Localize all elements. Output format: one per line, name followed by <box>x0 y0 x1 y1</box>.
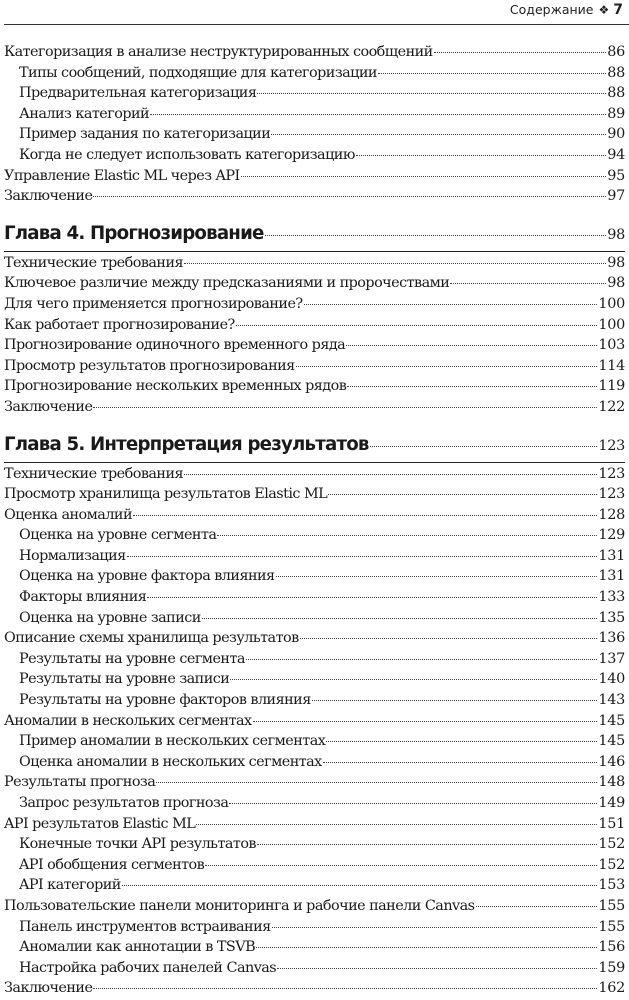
toc-entry[interactable] <box>0 649 627 670</box>
toc-entry-page: 94 <box>607 146 625 163</box>
toc-entry-page: 129 <box>598 527 625 544</box>
toc-entry[interactable] <box>0 834 627 855</box>
toc-entry-title: Оценка на уровне сегмента <box>19 527 217 544</box>
toc-entry-title: Пример задания по категоризации <box>19 126 271 143</box>
toc-entry-page: 131 <box>598 547 625 564</box>
toc-entry[interactable] <box>0 335 627 356</box>
toc-entry-title: Пользовательские панели мониторинга и рабочие панели Canvas <box>4 897 475 914</box>
dot-leader <box>326 741 597 742</box>
toc-entry[interactable] <box>0 731 627 752</box>
dot-leader <box>356 155 606 156</box>
dot-leader <box>434 52 606 53</box>
toc-entry-title: Результаты на уровне факторов влияния <box>19 692 311 709</box>
toc-chapter-heading[interactable] <box>0 219 627 253</box>
toc-entry-title: API категорий <box>19 877 121 894</box>
toc-entry[interactable] <box>0 253 627 274</box>
toc-entry-page: 123 <box>598 437 625 454</box>
toc-entry-title: Нормализация <box>19 547 126 564</box>
toc-entry[interactable] <box>0 546 627 567</box>
dot-leader <box>312 700 598 701</box>
toc-entry-page: 133 <box>598 589 625 606</box>
dot-leader <box>217 535 597 536</box>
toc-entry[interactable] <box>0 315 627 336</box>
toc-entry-page: 156 <box>598 939 625 956</box>
toc-entry-title: API результатов Elastic ML <box>4 815 196 832</box>
toc-entry[interactable] <box>0 752 627 773</box>
dot-leader <box>253 721 598 722</box>
toc-entry-page: 98 <box>607 275 625 292</box>
dot-leader <box>156 782 597 783</box>
toc-entry-title: Настройка рабочих панелей Canvas <box>19 959 277 976</box>
toc-entry-title: Технические требования <box>4 465 184 482</box>
toc-entry-title: Заключение <box>4 398 93 415</box>
toc-entry-title: Панель инструментов встраивания <box>19 918 271 935</box>
toc-entry-page: 114 <box>598 357 625 374</box>
toc-entry-title: Для чего применяется прогнозирование? <box>4 295 303 312</box>
dot-leader <box>205 865 597 866</box>
dot-leader <box>300 638 598 639</box>
toc-entry-page: 123 <box>598 465 625 482</box>
dot-leader <box>229 803 597 804</box>
toc-entry-page: 149 <box>598 795 625 811</box>
dot-leader <box>93 196 606 197</box>
toc-entry[interactable] <box>0 464 627 485</box>
table-of-contents <box>0 42 627 999</box>
dot-leader <box>196 824 597 825</box>
toc-entry-page: 123 <box>598 486 625 503</box>
dot-leader <box>476 906 598 907</box>
toc-entry-title: Результаты на уровне записи <box>19 671 230 688</box>
dot-leader <box>304 304 598 305</box>
toc-entry-title: Заключение <box>4 980 93 997</box>
toc-entry-page: 148 <box>598 774 625 791</box>
toc-entry-title: Аномалии как аннотации в TSVB <box>19 939 256 956</box>
toc-entry-title: Описание схемы хранилища результатов <box>4 630 299 647</box>
dot-leader <box>122 885 598 886</box>
toc-entry[interactable] <box>0 145 627 166</box>
toc-entry-page: 155 <box>598 918 625 935</box>
toc-entry-page: 122 <box>598 398 625 415</box>
toc-entry-title: Глава 4. Прогнозирование <box>4 222 264 244</box>
toc-entry[interactable] <box>0 294 627 315</box>
toc-entry[interactable] <box>0 397 627 418</box>
dot-leader <box>150 114 606 115</box>
toc-entry-page: 90 <box>607 126 625 143</box>
toc-entry-title: Анализ категорий <box>19 105 150 122</box>
toc-entry-page: 86 <box>607 44 625 60</box>
toc-entry[interactable] <box>0 855 627 876</box>
toc-entry[interactable] <box>0 690 627 711</box>
running-header-text <box>510 2 623 18</box>
toc-entry-page: 128 <box>598 506 625 523</box>
toc-entry-page: 95 <box>607 167 625 184</box>
dot-leader <box>257 93 606 94</box>
toc-entry-title: Оценка аномалий <box>4 506 132 523</box>
toc-entry[interactable] <box>0 273 627 294</box>
dot-leader <box>256 947 597 948</box>
toc-entry-title: Результаты прогноза <box>4 774 156 791</box>
toc-entry-page: 136 <box>598 630 625 647</box>
toc-chapter-heading[interactable] <box>0 430 627 464</box>
toc-entry-page: 153 <box>598 877 625 894</box>
toc-entry-title: Как работает прогнозирование? <box>4 316 235 333</box>
dot-leader <box>296 366 598 367</box>
toc-entry-page: 152 <box>598 856 625 873</box>
toc-entry[interactable] <box>0 376 627 397</box>
toc-entry-title: Просмотр хранилища результатов Elastic ML <box>4 486 328 503</box>
toc-entry[interactable] <box>0 525 627 546</box>
dot-leader <box>370 446 598 447</box>
toc-entry[interactable] <box>0 814 627 835</box>
toc-entry-title: Оценка на уровне фактора влияния <box>19 568 275 585</box>
toc-entry-page: 98 <box>607 254 625 271</box>
toc-entry-page: 145 <box>598 733 625 750</box>
toc-entry[interactable] <box>0 772 627 793</box>
dot-leader <box>127 556 598 557</box>
toc-entry-title: API обобщения сегментов <box>19 856 205 873</box>
dot-leader <box>257 844 597 845</box>
page-number: 7 <box>613 2 623 18</box>
toc-entry-page: 155 <box>598 897 625 914</box>
toc-entry-title: Факторы влияния <box>19 589 147 606</box>
toc-entry-title: Предварительная категоризация <box>19 85 257 102</box>
toc-entry-title: Просмотр результатов прогнозирования <box>4 357 295 374</box>
toc-entry-page: 140 <box>598 671 625 688</box>
toc-entry[interactable] <box>0 937 627 958</box>
toc-entry[interactable] <box>0 186 627 207</box>
dot-leader <box>378 73 606 74</box>
dot-leader <box>133 515 597 516</box>
toc-entry[interactable] <box>0 505 627 526</box>
toc-entry-page: 146 <box>598 753 625 770</box>
toc-entry[interactable] <box>0 608 627 629</box>
toc-entry-page: 137 <box>598 650 625 667</box>
toc-entry-title: Управление Elastic ML через API <box>4 167 240 184</box>
toc-entry-page: 162 <box>598 980 625 997</box>
dot-leader <box>265 235 606 236</box>
toc-entry-page: 97 <box>607 188 625 205</box>
toc-entry[interactable] <box>0 356 627 377</box>
toc-entry[interactable] <box>0 711 627 732</box>
dot-leader <box>271 134 606 135</box>
toc-entry-page: 143 <box>598 692 625 709</box>
dot-leader <box>277 968 597 969</box>
toc-entry[interactable] <box>0 669 627 690</box>
dot-leader <box>246 659 598 660</box>
dot-leader <box>202 618 598 619</box>
toc-entry-title: Аномалии в нескольких сегментах <box>4 712 252 729</box>
toc-entry[interactable] <box>0 793 627 814</box>
toc-entry[interactable] <box>0 587 627 608</box>
dot-leader <box>93 407 597 408</box>
toc-entry-title: Глава 5. Интерпретация результатов <box>4 433 369 455</box>
toc-entry-title: Запрос результатов прогноза <box>19 795 229 811</box>
dot-leader <box>241 176 606 177</box>
toc-entry-title: Конечные точки API результатов <box>19 836 256 853</box>
dot-leader <box>184 263 606 264</box>
toc-entry-title: Когда не следует использовать категоризацию <box>19 146 355 163</box>
toc-entry-page: 119 <box>598 378 625 395</box>
toc-entry-title: Типы сообщений, подходящие для категоризации <box>19 64 377 81</box>
dot-leader <box>230 679 597 680</box>
diamond-icon: ❖ <box>598 3 610 17</box>
toc-entry-title: Технические требования <box>4 254 184 271</box>
toc-entry[interactable] <box>0 104 627 125</box>
toc-entry-title: Прогнозирование нескольких временных рядов <box>4 378 347 395</box>
toc-entry-page: 89 <box>607 105 625 122</box>
toc-entry-title: Оценка на уровне записи <box>19 609 201 626</box>
toc-entry-title: Ключевое различие между предсказаниями и пророчествами <box>4 275 450 292</box>
toc-entry-page: 103 <box>598 337 625 354</box>
toc-entry-page: 100 <box>598 295 625 312</box>
toc-entry[interactable] <box>0 166 627 187</box>
toc-entry-page: 135 <box>598 609 625 626</box>
toc-entry-page: 131 <box>598 568 625 585</box>
toc-entry[interactable] <box>0 484 627 505</box>
toc-entry[interactable] <box>0 63 627 84</box>
toc-entry-page: 88 <box>607 85 625 102</box>
toc-entry-page: 145 <box>598 712 625 729</box>
toc-entry[interactable] <box>0 978 627 999</box>
dot-leader <box>347 386 597 387</box>
running-header <box>0 0 629 22</box>
toc-entry-title: Пример аномалии в нескольких сегментах <box>19 733 326 750</box>
dot-leader <box>93 988 597 989</box>
toc-entry[interactable] <box>0 958 627 979</box>
toc-entry-title: Прогнозирование одиночного временного ряда <box>4 337 346 354</box>
toc-entry[interactable] <box>0 83 627 104</box>
dot-leader <box>147 597 597 598</box>
toc-entry-page: 159 <box>598 959 625 976</box>
toc-entry[interactable] <box>0 896 627 917</box>
toc-entry[interactable] <box>0 42 627 63</box>
toc-entry[interactable] <box>0 628 627 649</box>
dot-leader <box>236 325 598 326</box>
toc-entry[interactable] <box>0 917 627 938</box>
toc-entry-page: 98 <box>607 226 625 243</box>
toc-entry-page: 152 <box>598 836 625 853</box>
toc-entry-title: Оценка аномалии в нескольких сегментах <box>19 753 322 770</box>
toc-entry-title: Результаты на уровне сегмента <box>19 650 245 667</box>
toc-entry-page: 88 <box>607 64 625 81</box>
dot-leader <box>450 283 606 284</box>
toc-entry-title: Категоризация в анализе неструктурированных сообщений <box>4 44 433 60</box>
toc-entry[interactable] <box>0 875 627 896</box>
section-title: Содержание <box>509 2 594 17</box>
toc-entry[interactable] <box>0 566 627 587</box>
toc-entry-page: 151 <box>598 815 625 832</box>
dot-leader <box>328 494 597 495</box>
header-rule <box>4 24 629 25</box>
toc-entry[interactable] <box>0 124 627 145</box>
dot-leader <box>346 345 597 346</box>
toc-entry-page: 100 <box>598 316 625 333</box>
dot-leader <box>323 762 598 763</box>
toc-entry-title: Заключение <box>4 188 93 205</box>
dot-leader <box>272 927 598 928</box>
dot-leader <box>276 576 598 577</box>
dot-leader <box>184 474 597 475</box>
